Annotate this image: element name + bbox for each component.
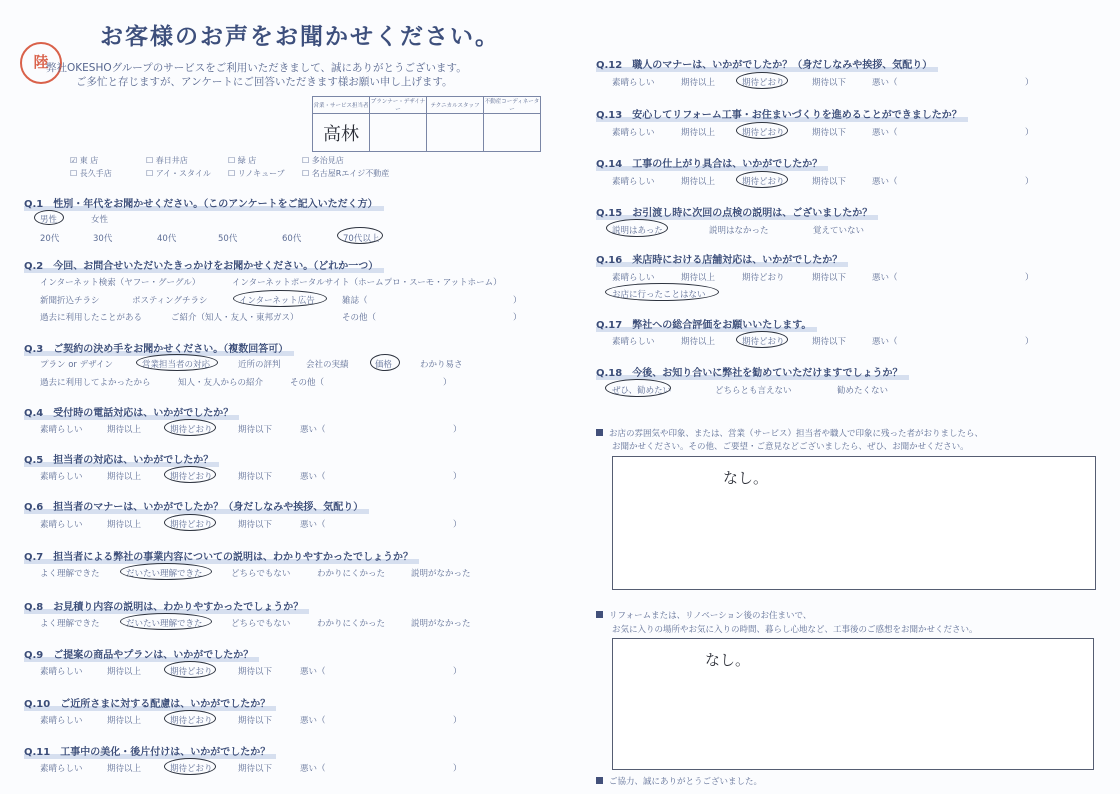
rating-option: 期待以上 — [681, 337, 716, 347]
q9-title: Q.9 ご提案の商品やプランは、いかがでしたか？ — [24, 646, 253, 661]
rating-option: 期待以下 — [812, 78, 847, 88]
answer-circle — [34, 210, 64, 225]
q3-option: 価格 — [375, 360, 393, 370]
rating-option: 素晴らしい — [40, 716, 83, 726]
answer-circle — [164, 514, 216, 531]
q3-option: その他（ — [290, 378, 325, 388]
rating-option: 悪い（ — [872, 273, 898, 283]
rating-option: 期待以上 — [107, 425, 142, 435]
rating-option: 期待以上 — [681, 273, 716, 283]
answer-circle — [233, 290, 327, 307]
staff-table — [312, 96, 541, 152]
rating-paren: ） — [453, 472, 462, 482]
rating-option: 期待以上 — [681, 177, 716, 187]
rating-option: 期待以上 — [681, 128, 716, 138]
staff-header-realestate: 不動産コーディネーター — [484, 97, 541, 114]
q3-option: 会社の実績 — [306, 360, 349, 370]
rating-option: 期待以上 — [107, 472, 142, 482]
rating-option: 期待どおり — [742, 177, 785, 187]
comment2-prompt-line1: リフォームまたは、リノベーション後のお住まいで、 — [596, 609, 811, 621]
rating-option: 期待どおり — [742, 78, 785, 88]
answer-circle — [136, 354, 218, 371]
q3-option: 知人・友人からの紹介 — [178, 378, 264, 388]
q13-title: Q.13 安心してリフォーム工事・お住まいづくりを進めることができましたか？ — [596, 106, 962, 121]
comment2-prompt-line2: お気に入りの場所やお気に入りの時間、暮らし心地など、工事後のご感想をお聞かせください。 — [612, 625, 978, 635]
q1-age-70plus: 70代以上 — [343, 234, 380, 244]
answer-circle — [120, 613, 212, 630]
understand-option: よく理解できた — [40, 569, 100, 579]
rating-option: 期待どおり — [742, 337, 785, 347]
rating-option: 期待以上 — [107, 764, 142, 774]
rating-option: 素晴らしい — [40, 520, 83, 530]
rating-option: 悪い（ — [872, 78, 898, 88]
q2-title: Q.2 今回、お問合せいただいたきっかけをお聞かせください。（どれか一つ） — [24, 257, 378, 272]
comment1-prompt-line2: お聞かせください。その他、ご要望・ご意見などございましたら、ぜひ、お聞かせください。 — [612, 442, 969, 452]
rating-option: 期待どおり — [170, 716, 213, 726]
rating-paren: ） — [1025, 78, 1034, 88]
q10-title: Q.10 ご近所さまに対する配慮は、いかがでしたか？ — [24, 695, 270, 710]
rating-paren: ） — [453, 520, 462, 530]
q3-title: Q.3 ご契約の決め手をお聞かせください。（複数回答可） — [24, 340, 288, 355]
q2-option: ポスティングチラシ — [132, 296, 208, 306]
q2-paren: ） — [513, 296, 522, 306]
rating-option: 悪い（ — [872, 337, 898, 347]
rating-option: 素晴らしい — [612, 78, 655, 88]
rating-option: 素晴らしい — [40, 764, 83, 774]
bullet-square-icon — [596, 611, 603, 618]
q1-gender-male: 男性 — [40, 215, 58, 225]
answer-circle — [164, 710, 216, 727]
understand-option: だいたい理解できた — [126, 619, 203, 629]
closing-message: ご協力、誠にありがとうございました。 — [596, 775, 762, 787]
understand-option: わかりにくかった — [317, 569, 386, 579]
rating-paren: ） — [453, 667, 462, 677]
rating-option: 期待どおり — [742, 128, 785, 138]
answer-circle — [605, 283, 719, 301]
answer-circle — [120, 563, 212, 580]
q18-title: Q.18 今後、お知り合いに弊社を勧めていただけますでしょうか？ — [596, 364, 903, 379]
rating-paren: ） — [1025, 128, 1034, 138]
q3-option: プラン or デザイン — [40, 360, 114, 370]
answer-circle — [164, 661, 216, 678]
rating-option: 悪い（ — [300, 520, 326, 530]
rating-paren: ） — [453, 425, 462, 435]
q2-option: インターネット検索（ヤフー・グーグル） — [40, 278, 201, 288]
rating-option: 素晴らしい — [612, 273, 655, 283]
rating-paren: ） — [1025, 337, 1034, 347]
store-check-2: ☐ 春日井店 — [146, 156, 188, 165]
staff-name: 高林 — [313, 114, 370, 152]
q15-option: 覚えていない — [813, 226, 865, 236]
rating-option: 悪い（ — [872, 177, 898, 187]
bullet-square-icon — [596, 429, 603, 436]
q1-title: Q.1 性別・年代をお聞かせください。（このアンケートをご記入いただく方） — [24, 195, 378, 210]
rating-option: 期待どおり — [170, 520, 213, 530]
store-check-5: ☐ 長久手店 — [70, 169, 112, 178]
q2-option: 過去に利用したことがある — [40, 313, 143, 323]
comment1-answer: なし。 — [723, 469, 769, 487]
rating-option: 期待以下 — [812, 337, 847, 347]
rating-option: 素晴らしい — [612, 177, 655, 187]
understand-option: どちらでもない — [231, 619, 291, 629]
staff-header-sales: 営業・サービス担当者 — [313, 97, 370, 114]
q15-option: 説明はあった — [612, 226, 663, 236]
q1-age-50s: 50代 — [218, 234, 238, 244]
store-check-8: ☐ 名古屋Rエイジ不動産 — [302, 169, 390, 178]
comment1-prompt-line1: お店の雰囲気や印象、または、営業（サービス）担当者や職人で印象に残った者がおりましたら、 — [596, 427, 983, 439]
store-check-1: ☑ 東 店 — [70, 156, 99, 165]
q5-title: Q.5 担当者の対応は、いかがでしたか？ — [24, 451, 213, 466]
q17-title: Q.17 弊社への総合評価をお願いいたします。 — [596, 316, 811, 331]
rating-option: 期待以下 — [238, 520, 273, 530]
rating-option: 期待どおり — [170, 667, 213, 677]
rating-option: 期待以下 — [812, 273, 847, 283]
answer-circle — [164, 466, 216, 483]
q15-title: Q.15 お引渡し時に次回の点検の説明は、ございましたか？ — [596, 204, 872, 219]
comment2-answer: なし。 — [705, 651, 751, 669]
rating-option: 素晴らしい — [612, 337, 655, 347]
rating-option: 素晴らしい — [612, 128, 655, 138]
rating-option: 期待どおり — [170, 764, 213, 774]
q3-option: 過去に利用してよかったから — [40, 378, 151, 388]
rating-option: 期待以下 — [238, 425, 273, 435]
understand-option: だいたい理解できた — [126, 569, 203, 579]
q3-option: 営業担当者の対応 — [142, 360, 211, 370]
page-title: お客様のお声をお聞かせください。 — [100, 24, 500, 50]
answer-circle — [164, 758, 216, 775]
q11-title: Q.11 工事中の美化・後片付けは、いかがでしたか？ — [24, 743, 270, 758]
q14-title: Q.14 工事の仕上がり具合は、いかがでしたか？ — [596, 155, 822, 170]
rating-option: 期待以下 — [238, 667, 273, 677]
rating-option: 悪い（ — [300, 667, 326, 677]
staff-header-technical: テクニカルスタッフ — [427, 97, 484, 114]
q2-option: その他（ — [342, 313, 377, 323]
answer-circle — [736, 331, 788, 348]
q18-option: 勧めたくない — [837, 386, 889, 396]
answer-circle — [370, 354, 400, 371]
rating-option: 素晴らしい — [40, 425, 83, 435]
answer-circle — [605, 379, 671, 397]
q6-title: Q.6 担当者のマナーは、いかがでしたか？（身だしなみや挨拶、気配り） — [24, 498, 363, 513]
rating-option: 期待以下 — [238, 764, 273, 774]
intro-line-1: 弊社OKESHOグループのサービスをご利用いただきまして、誠にありがとうございます。 — [46, 62, 467, 74]
rating-option: 期待以下 — [812, 128, 847, 138]
rating-option: 期待以上 — [107, 667, 142, 677]
rating-option: 期待どおり — [170, 425, 213, 435]
store-check-7: ☐ リノキューブ — [228, 169, 285, 178]
rating-paren: ） — [1025, 177, 1034, 187]
q1-age-40s: 40代 — [157, 234, 177, 244]
q2-option: 新聞折込チラシ — [40, 296, 100, 306]
q3-option: わかり易さ — [420, 360, 463, 370]
seal-stamp: 陸 — [20, 42, 62, 84]
q2-option: ご紹介（知人・友人・東邦ガス） — [171, 313, 299, 323]
rating-option: 期待以上 — [107, 520, 142, 530]
comment2-box[interactable] — [612, 638, 1094, 770]
q2-paren: ） — [513, 313, 522, 323]
q1-age-20s: 20代 — [40, 234, 60, 244]
intro-line-2: ご多忙と存じますが、アンケートにご回答いただきます様お願い申し上げます。 — [76, 76, 453, 88]
answer-circle — [736, 72, 788, 89]
rating-option: 素晴らしい — [40, 472, 83, 482]
staff-header-planner: プランナー・デザイナー — [370, 97, 427, 114]
q8-title: Q.8 お見積り内容の説明は、わかりやすかったでしょうか？ — [24, 598, 303, 613]
q12-title: Q.12 職人のマナーは、いかがでしたか？（身だしなみや挨拶、気配り） — [596, 56, 932, 71]
answer-circle — [736, 171, 788, 188]
store-check-6: ☐ アイ・スタイル — [146, 169, 211, 178]
q16-extra-option: お店に行ったことはない — [612, 290, 706, 300]
rating-option: 悪い（ — [300, 716, 326, 726]
q18-option: どちらとも言えない — [715, 386, 792, 396]
rating-option: 期待以下 — [238, 472, 273, 482]
q2-option: インターネット広告 — [239, 296, 315, 306]
q1-age-30s: 30代 — [93, 234, 113, 244]
understand-option: 説明がなかった — [411, 619, 471, 629]
store-check-4: ☐ 多治見店 — [302, 156, 344, 165]
answer-circle — [736, 122, 788, 139]
q3-paren: ） — [443, 378, 452, 388]
rating-paren: ） — [1025, 273, 1034, 283]
rating-option: 悪い（ — [872, 128, 898, 138]
rating-option: 素晴らしい — [40, 667, 83, 677]
q4-title: Q.4 受付時の電話対応は、いかがでしたか？ — [24, 404, 233, 419]
rating-option: 期待以上 — [681, 78, 716, 88]
q2-option: インターネットポータルサイト（ホームプロ・スーモ・アットホーム） — [232, 278, 502, 288]
understand-option: どちらでもない — [231, 569, 291, 579]
rating-paren: ） — [453, 716, 462, 726]
q7-title: Q.7 担当者による弊社の事業内容についての説明は、わかりやすかったでしょうか？ — [24, 548, 413, 563]
understand-option: 説明がなかった — [411, 569, 471, 579]
rating-option: 期待どおり — [742, 273, 785, 283]
q2-option: 雑誌（ — [342, 296, 368, 306]
rating-option: 期待以上 — [107, 716, 142, 726]
q15-option: 説明はなかった — [709, 226, 769, 236]
q18-option: ぜひ、勧めたい — [612, 386, 672, 396]
q1-gender-female: 女性 — [91, 215, 109, 225]
store-check-3: ☐ 緑 店 — [228, 156, 257, 165]
q3-option: 近所の評判 — [238, 360, 281, 370]
answer-circle — [164, 419, 216, 436]
rating-paren: ） — [453, 764, 462, 774]
rating-option: 悪い（ — [300, 425, 326, 435]
bullet-square-icon — [596, 777, 603, 784]
q1-age-60s: 60代 — [282, 234, 302, 244]
rating-option: 悪い（ — [300, 764, 326, 774]
rating-option: 期待どおり — [170, 472, 213, 482]
q16-title: Q.16 来店時における店舗対応は、いかがでしたか？ — [596, 251, 842, 266]
understand-option: わかりにくかった — [317, 619, 386, 629]
rating-option: 期待以下 — [812, 177, 847, 187]
rating-option: 期待以下 — [238, 716, 273, 726]
answer-circle — [337, 227, 383, 244]
answer-circle — [606, 219, 668, 237]
rating-option: 悪い（ — [300, 472, 326, 482]
comment1-box[interactable] — [612, 456, 1096, 590]
understand-option: よく理解できた — [40, 619, 100, 629]
